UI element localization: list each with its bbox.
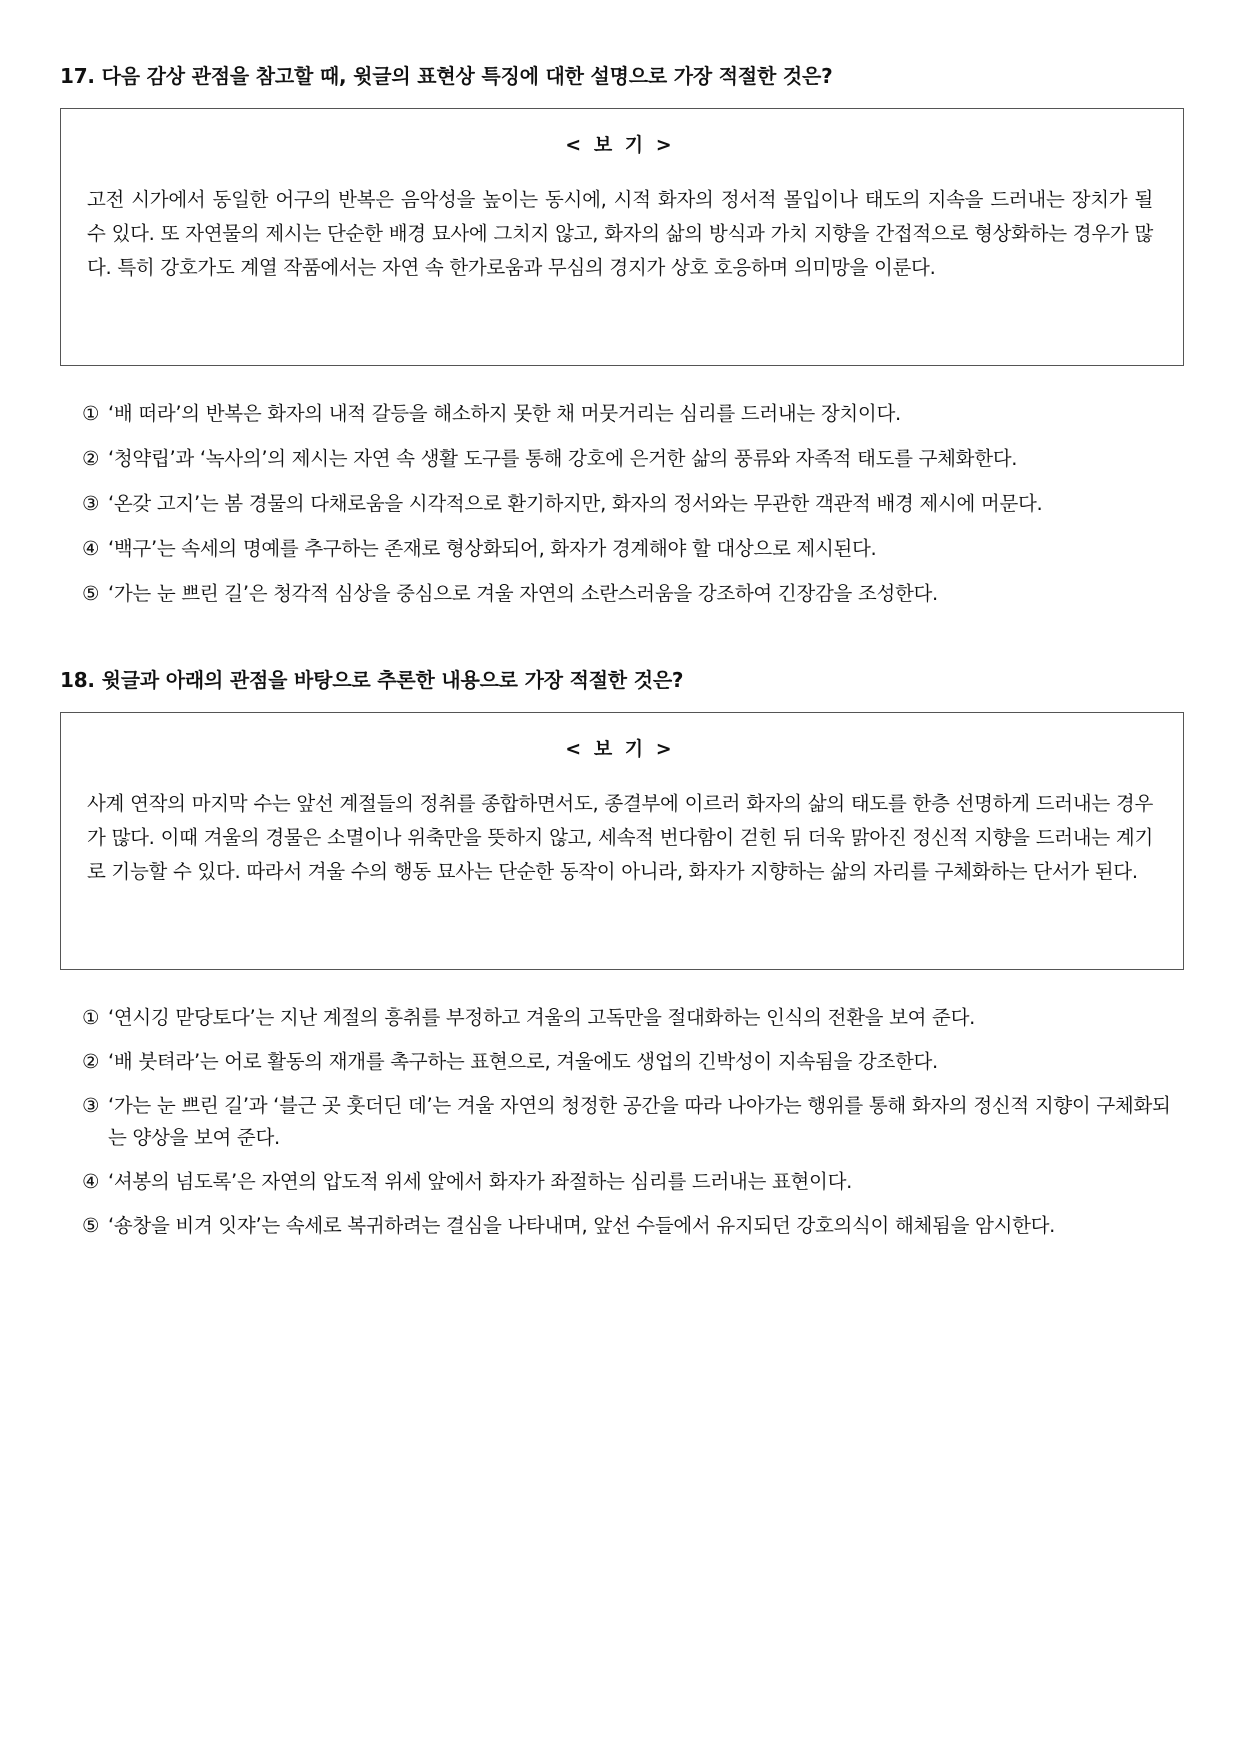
question-17 (60, 62, 1180, 610)
choice-number: ③ (82, 1094, 100, 1117)
choice-number: ② (82, 447, 100, 470)
bogi-text: 고전 시가에서 동일한 어구의 반복은 음악성을 높이는 동시에, 시적 화자의 정서적 몰입이나 태도의 지속을 드러내는 장치가 될 수 있다. 또 자연물의 제시는 단순한 배경 묘사에 그치지 않고, 화자의 삶의 방식과 가치 지향을 간접적으로 형상화하는 경우가 많다. 특히 강호가도 계열 작품에서는 자연 속 한가로움과 무심의 경지가 상호 호응하며 의미망을 이룬다. (87, 188, 1153, 279)
choice-text: ‘가는 눈 쁘린 길’은 청각적 심상을 중심으로 겨울 자연의 소란스러움을 강조하여 긴장감을 조성한다. (108, 582, 938, 605)
choice-text: ‘청약립’과 ‘녹사의’의 제시는 자연 속 생활 도구를 통해 강호에 은거한 삶의 풍류와 자족적 태도를 구체화한다. (108, 447, 1018, 470)
bogi-title: < 보 기 > (565, 738, 675, 760)
choice-list (60, 1002, 1180, 1242)
question-18 (60, 666, 1180, 1242)
choice-3[interactable] (82, 1090, 1180, 1154)
choice-5[interactable] (82, 1210, 1180, 1242)
choice-5[interactable] (82, 578, 1180, 610)
choice-text: ‘배 붓텨라’는 어로 활동의 재개를 촉구하는 표현으로, 겨울에도 생업의 긴박성이 지속됨을 강조한다. (108, 1050, 938, 1073)
choice-1[interactable] (82, 1002, 1180, 1034)
choice-number: ⑤ (82, 1214, 100, 1237)
choice-3[interactable] (82, 488, 1180, 520)
question-title: 18. 윗글과 아래의 관점을 바탕으로 추론한 내용으로 가장 적절한 것은? (60, 668, 684, 692)
choice-number: ⑤ (82, 582, 100, 605)
choice-1[interactable] (82, 398, 1180, 430)
exam-page (60, 62, 1180, 1254)
choice-text: ‘배 떠라’의 반복은 화자의 내적 갈등을 해소하지 못한 채 머뭇거리는 심리를 드러내는 장치이다. (108, 402, 901, 425)
choice-list (60, 398, 1180, 610)
choice-4[interactable] (82, 533, 1180, 565)
choice-text: ‘백구’는 속세의 명예를 추구하는 존재로 형상화되어, 화자가 경계해야 할 대상으로 제시된다. (108, 537, 877, 560)
choice-number: ① (82, 1006, 100, 1029)
choice-2[interactable] (82, 443, 1180, 475)
choice-text: ‘연시깅 맏당토다’는 지난 계절의 흥취를 부정하고 겨울의 고독만을 절대화하는 인식의 전환을 보여 준다. (108, 1006, 976, 1029)
choice-2[interactable] (82, 1046, 1180, 1078)
choice-number: ④ (82, 1170, 100, 1193)
bogi-box (60, 108, 1184, 366)
bogi-box (60, 712, 1184, 970)
choice-text: ‘온갖 고지’는 봄 경물의 다채로움을 시각적으로 환기하지만, 화자의 정서와는 무관한 객관적 배경 제시에 머문다. (108, 492, 1043, 515)
choice-4[interactable] (82, 1166, 1180, 1198)
choice-text: ‘셔봉의 넘도록’은 자연의 압도적 위세 앞에서 화자가 좌절하는 심리를 드러내는 표현이다. (108, 1170, 853, 1193)
choice-number: ③ (82, 492, 100, 515)
bogi-title: < 보 기 > (565, 134, 675, 156)
bogi-text: 사계 연작의 마지막 수는 앞선 계절들의 정취를 종합하면서도, 종결부에 이르러 화자의 삶의 태도를 한층 선명하게 드러내는 경우가 많다. 이때 겨울의 경물은 소멸이나 위축만을 뜻하지 않고, 세속적 번다함이 걷힌 뒤 더욱 맑아진 정신적 지향을 드러내는 계기로 기능할 수 있다. 따라서 겨울 수의 행동 묘사는 단순한 동작이 아니라, 화자가 지향하는 삶의 자리를 구체화하는 단서가 된다. (87, 792, 1153, 883)
question-title: 17. 다음 감상 관점을 참고할 때, 윗글의 표현상 특징에 대한 설명으로 가장 적절한 것은? (60, 64, 833, 88)
choice-text: ‘숑창을 비겨 잇쟈’는 속세로 복귀하려는 결심을 나타내며, 앞선 수들에서 유지되던 강호의식이 해체됨을 암시한다. (108, 1214, 1056, 1237)
choice-number: ② (82, 1050, 100, 1073)
choice-number: ④ (82, 537, 100, 560)
choice-number: ① (82, 402, 100, 425)
choice-text: ‘가는 눈 쁘린 길’과 ‘블근 곳 훗더딘 데’는 겨울 자연의 청정한 공간을 따라 나아가는 행위를 통해 화자의 정신적 지향이 구체화되는 양상을 보여 준다. (108, 1094, 1171, 1149)
